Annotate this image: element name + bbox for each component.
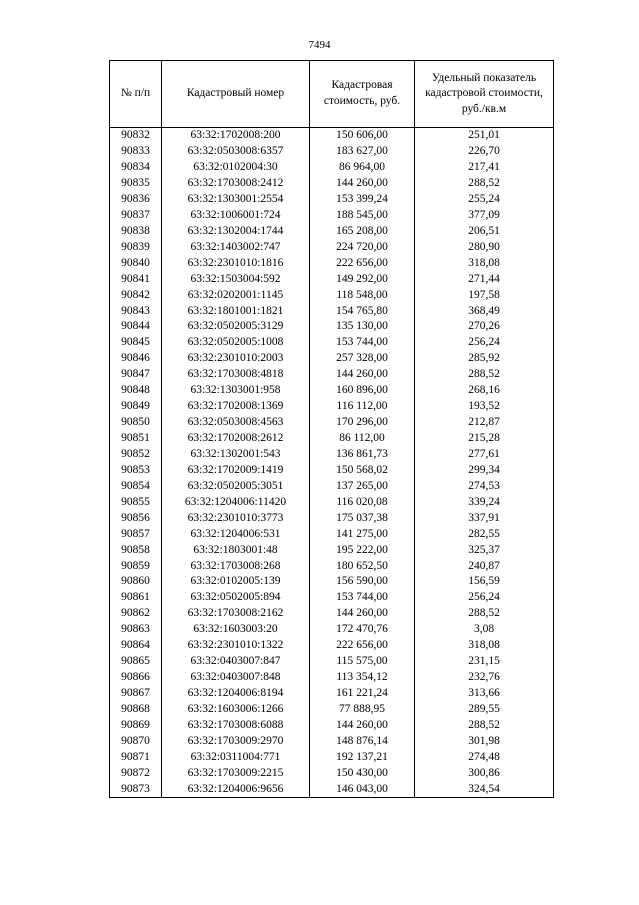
table-row	[110, 303, 554, 319]
cell-num: 90840	[110, 256, 162, 272]
cell-cadastral-number: 63:32:2301010:3773	[162, 511, 310, 527]
table-row	[110, 526, 554, 542]
cell-num: 90836	[110, 192, 162, 208]
cell-cadastral-value: 160 896,00	[310, 383, 415, 399]
table-row	[110, 431, 554, 447]
page-number: 7494	[308, 39, 331, 51]
header-cadastral-number: Кадастровый номер	[162, 61, 310, 128]
table-row	[110, 542, 554, 558]
cell-num: 90860	[110, 574, 162, 590]
cell-cadastral-number: 63:32:1204006:9656	[162, 781, 310, 797]
cell-cadastral-value: 146 043,00	[310, 781, 415, 797]
cell-specific-indicator: 318,08	[415, 638, 554, 654]
table-row	[110, 766, 554, 782]
cell-num: 90833	[110, 144, 162, 160]
table-row	[110, 479, 554, 495]
cell-num: 90841	[110, 271, 162, 287]
cell-num: 90867	[110, 686, 162, 702]
table-row	[110, 750, 554, 766]
cell-specific-indicator: 282,55	[415, 526, 554, 542]
cell-cadastral-number: 63:32:1302004:1744	[162, 224, 310, 240]
cell-cadastral-number: 63:32:2301010:1816	[162, 256, 310, 272]
cell-num: 90855	[110, 495, 162, 511]
cell-specific-indicator: 288,52	[415, 606, 554, 622]
cell-specific-indicator: 301,98	[415, 734, 554, 750]
table-row	[110, 606, 554, 622]
cell-specific-indicator: 206,51	[415, 224, 554, 240]
cell-num: 90842	[110, 287, 162, 303]
cell-num: 90861	[110, 590, 162, 606]
cell-cadastral-number: 63:32:1603003:20	[162, 622, 310, 638]
cell-cadastral-number: 63:32:1703008:6088	[162, 718, 310, 734]
cell-cadastral-number: 63:32:0311004:771	[162, 750, 310, 766]
cell-cadastral-number: 63:32:0502005:3129	[162, 319, 310, 335]
cell-cadastral-number: 63:32:0503008:4563	[162, 415, 310, 431]
cell-cadastral-value: 165 208,00	[310, 224, 415, 240]
cell-num: 90872	[110, 766, 162, 782]
cell-cadastral-value: 188 545,00	[310, 208, 415, 224]
header-cadastral-value: Кадастровая стоимость, руб.	[310, 61, 415, 128]
table-row	[110, 686, 554, 702]
cell-num: 90865	[110, 654, 162, 670]
cell-cadastral-value: 115 575,00	[310, 654, 415, 670]
cell-specific-indicator: 226,70	[415, 144, 554, 160]
table-body	[110, 128, 554, 798]
cell-specific-indicator: 274,53	[415, 479, 554, 495]
cell-cadastral-number: 63:32:2301010:1322	[162, 638, 310, 654]
cell-cadastral-number: 63:32:1303001:2554	[162, 192, 310, 208]
cell-specific-indicator: 289,55	[415, 702, 554, 718]
table-row	[110, 463, 554, 479]
cell-num: 90866	[110, 670, 162, 686]
cell-cadastral-number: 63:32:0102005:139	[162, 574, 310, 590]
cell-cadastral-value: 116 112,00	[310, 399, 415, 415]
cell-num: 90838	[110, 224, 162, 240]
cell-cadastral-number: 63:32:0403007:848	[162, 670, 310, 686]
table-row	[110, 622, 554, 638]
table-row	[110, 558, 554, 574]
cell-cadastral-value: 113 354,12	[310, 670, 415, 686]
cell-cadastral-value: 161 221,24	[310, 686, 415, 702]
cell-cadastral-number: 63:32:1006001:724	[162, 208, 310, 224]
table-row	[110, 638, 554, 654]
cell-cadastral-value: 144 260,00	[310, 367, 415, 383]
cell-num: 90853	[110, 463, 162, 479]
cell-num: 90835	[110, 176, 162, 192]
cell-cadastral-value: 86 964,00	[310, 160, 415, 176]
cell-cadastral-number: 63:32:1503004:592	[162, 271, 310, 287]
cell-cadastral-value: 222 656,00	[310, 256, 415, 272]
cell-specific-indicator: 377,09	[415, 208, 554, 224]
cell-cadastral-value: 136 861,73	[310, 447, 415, 463]
table-row	[110, 335, 554, 351]
cell-cadastral-number: 63:32:1801001:1821	[162, 303, 310, 319]
cell-specific-indicator: 217,41	[415, 160, 554, 176]
cell-cadastral-value: 172 470,76	[310, 622, 415, 638]
cell-cadastral-number: 63:32:1702008:1369	[162, 399, 310, 415]
cell-specific-indicator: 368,49	[415, 303, 554, 319]
cell-cadastral-number: 63:32:0502005:3051	[162, 479, 310, 495]
cell-specific-indicator: 270,26	[415, 319, 554, 335]
header-specific-indicator: Удельный показатель кадастровой стоимости, руб./кв.м	[415, 61, 554, 128]
table-row	[110, 319, 554, 335]
cell-cadastral-number: 63:32:1303001:958	[162, 383, 310, 399]
cell-num: 90858	[110, 542, 162, 558]
table-row	[110, 192, 554, 208]
cell-specific-indicator: 274,48	[415, 750, 554, 766]
cell-cadastral-number: 63:32:0202001:1145	[162, 287, 310, 303]
cell-num: 90832	[110, 128, 162, 144]
cell-specific-indicator: 285,92	[415, 351, 554, 367]
cell-specific-indicator: 288,52	[415, 367, 554, 383]
cell-num: 90845	[110, 335, 162, 351]
cell-cadastral-number: 63:32:1703008:268	[162, 558, 310, 574]
cell-specific-indicator: 268,16	[415, 383, 554, 399]
cell-cadastral-number: 63:32:1703008:4818	[162, 367, 310, 383]
cell-cadastral-number: 63:32:1702008:200	[162, 128, 310, 144]
cell-specific-indicator: 193,52	[415, 399, 554, 415]
cell-cadastral-value: 153 399,24	[310, 192, 415, 208]
cell-cadastral-value: 257 328,00	[310, 351, 415, 367]
table-row	[110, 574, 554, 590]
cell-cadastral-value: 150 430,00	[310, 766, 415, 782]
cell-cadastral-number: 63:32:0502005:1008	[162, 335, 310, 351]
cell-specific-indicator: 324,54	[415, 781, 554, 797]
table-row	[110, 208, 554, 224]
cell-cadastral-value: 195 222,00	[310, 542, 415, 558]
cell-specific-indicator: 288,52	[415, 718, 554, 734]
cell-cadastral-value: 148 876,14	[310, 734, 415, 750]
cell-cadastral-value: 183 627,00	[310, 144, 415, 160]
cell-specific-indicator: 318,08	[415, 256, 554, 272]
cell-num: 90873	[110, 781, 162, 797]
table-row	[110, 287, 554, 303]
cell-specific-indicator: 325,37	[415, 542, 554, 558]
cell-num: 90839	[110, 240, 162, 256]
table-row	[110, 702, 554, 718]
cell-num: 90837	[110, 208, 162, 224]
cell-cadastral-number: 63:32:1703008:2162	[162, 606, 310, 622]
cell-num: 90870	[110, 734, 162, 750]
cell-specific-indicator: 300,86	[415, 766, 554, 782]
cell-cadastral-value: 137 265,00	[310, 479, 415, 495]
cell-num: 90846	[110, 351, 162, 367]
table-row	[110, 224, 554, 240]
cell-cadastral-value: 180 652,50	[310, 558, 415, 574]
cell-specific-indicator: 156,59	[415, 574, 554, 590]
cell-specific-indicator: 231,15	[415, 654, 554, 670]
cell-cadastral-value: 150 606,00	[310, 128, 415, 144]
cell-num: 90850	[110, 415, 162, 431]
cell-specific-indicator: 313,66	[415, 686, 554, 702]
table-row	[110, 383, 554, 399]
cell-num: 90862	[110, 606, 162, 622]
table-header-row	[110, 61, 554, 128]
cell-specific-indicator: 251,01	[415, 128, 554, 144]
cell-cadastral-number: 63:32:1403002:747	[162, 240, 310, 256]
cell-cadastral-number: 63:32:1302001:543	[162, 447, 310, 463]
cell-num: 90856	[110, 511, 162, 527]
table-row	[110, 447, 554, 463]
cell-cadastral-number: 63:32:0102004:30	[162, 160, 310, 176]
table-row	[110, 670, 554, 686]
cell-specific-indicator: 299,34	[415, 463, 554, 479]
cell-specific-indicator: 339,24	[415, 495, 554, 511]
table-row	[110, 718, 554, 734]
cell-specific-indicator: 256,24	[415, 590, 554, 606]
cell-cadastral-number: 63:32:1803001:48	[162, 542, 310, 558]
cell-num: 90863	[110, 622, 162, 638]
cell-cadastral-number: 63:32:1702008:2612	[162, 431, 310, 447]
table-row	[110, 256, 554, 272]
cell-cadastral-value: 144 260,00	[310, 606, 415, 622]
cell-specific-indicator: 271,44	[415, 271, 554, 287]
cell-cadastral-value: 170 296,00	[310, 415, 415, 431]
cell-cadastral-number: 63:32:2301010:2003	[162, 351, 310, 367]
table-row	[110, 351, 554, 367]
cell-cadastral-number: 63:32:0503008:6357	[162, 144, 310, 160]
cell-cadastral-value: 154 765,80	[310, 303, 415, 319]
table-row	[110, 415, 554, 431]
cell-cadastral-value: 144 260,00	[310, 718, 415, 734]
cell-cadastral-number: 63:32:0502005:894	[162, 590, 310, 606]
cell-specific-indicator: 240,87	[415, 558, 554, 574]
cell-num: 90868	[110, 702, 162, 718]
cell-cadastral-value: 175 037,38	[310, 511, 415, 527]
cell-cadastral-value: 144 260,00	[310, 176, 415, 192]
cell-cadastral-value: 116 020,08	[310, 495, 415, 511]
cell-specific-indicator: 280,90	[415, 240, 554, 256]
cell-specific-indicator: 288,52	[415, 176, 554, 192]
table-row	[110, 511, 554, 527]
cell-num: 90843	[110, 303, 162, 319]
cell-cadastral-value: 156 590,00	[310, 574, 415, 590]
cell-specific-indicator: 255,24	[415, 192, 554, 208]
cell-specific-indicator: 256,24	[415, 335, 554, 351]
cell-specific-indicator: 337,91	[415, 511, 554, 527]
table-row	[110, 367, 554, 383]
table-row	[110, 590, 554, 606]
cell-num: 90869	[110, 718, 162, 734]
table-row	[110, 781, 554, 797]
cell-cadastral-value: 118 548,00	[310, 287, 415, 303]
cell-num: 90859	[110, 558, 162, 574]
cell-cadastral-number: 63:32:1204006:11420	[162, 495, 310, 511]
cell-cadastral-number: 63:32:1204006:531	[162, 526, 310, 542]
cell-num: 90847	[110, 367, 162, 383]
table-row	[110, 495, 554, 511]
cell-num: 90857	[110, 526, 162, 542]
cell-specific-indicator: 277,61	[415, 447, 554, 463]
table-row	[110, 176, 554, 192]
table-row	[110, 144, 554, 160]
cell-num: 90844	[110, 319, 162, 335]
cell-cadastral-value: 224 720,00	[310, 240, 415, 256]
table-row	[110, 240, 554, 256]
table-row	[110, 734, 554, 750]
cell-cadastral-number: 63:32:1204006:8194	[162, 686, 310, 702]
cell-cadastral-number: 63:32:0403007:847	[162, 654, 310, 670]
cell-cadastral-value: 86 112,00	[310, 431, 415, 447]
cell-cadastral-value: 153 744,00	[310, 590, 415, 606]
cell-num: 90851	[110, 431, 162, 447]
header-num: № п/п	[110, 61, 162, 128]
cell-cadastral-number: 63:32:1603006:1266	[162, 702, 310, 718]
table-row	[110, 160, 554, 176]
cell-num: 90834	[110, 160, 162, 176]
table-row	[110, 271, 554, 287]
cell-cadastral-value: 192 137,21	[310, 750, 415, 766]
cell-specific-indicator: 3,08	[415, 622, 554, 638]
cell-cadastral-value: 77 888,95	[310, 702, 415, 718]
cell-cadastral-number: 63:32:1703009:2970	[162, 734, 310, 750]
cell-specific-indicator: 232,76	[415, 670, 554, 686]
cell-specific-indicator: 212,87	[415, 415, 554, 431]
cell-num: 90852	[110, 447, 162, 463]
table-row	[110, 399, 554, 415]
cell-num: 90864	[110, 638, 162, 654]
cell-specific-indicator: 215,28	[415, 431, 554, 447]
cell-num: 90848	[110, 383, 162, 399]
cell-cadastral-number: 63:32:1703008:2412	[162, 176, 310, 192]
cell-num: 90849	[110, 399, 162, 415]
cell-cadastral-value: 135 130,00	[310, 319, 415, 335]
cell-cadastral-value: 149 292,00	[310, 271, 415, 287]
cell-cadastral-number: 63:32:1703009:2215	[162, 766, 310, 782]
cell-num: 90871	[110, 750, 162, 766]
table-row	[110, 128, 554, 144]
cell-num: 90854	[110, 479, 162, 495]
cell-cadastral-value: 141 275,00	[310, 526, 415, 542]
cell-specific-indicator: 197,58	[415, 287, 554, 303]
cell-cadastral-value: 150 568,02	[310, 463, 415, 479]
cell-cadastral-value: 222 656,00	[310, 638, 415, 654]
table-row	[110, 654, 554, 670]
cell-cadastral-value: 153 744,00	[310, 335, 415, 351]
cadastral-value-table	[109, 60, 554, 798]
cell-cadastral-number: 63:32:1702009:1419	[162, 463, 310, 479]
